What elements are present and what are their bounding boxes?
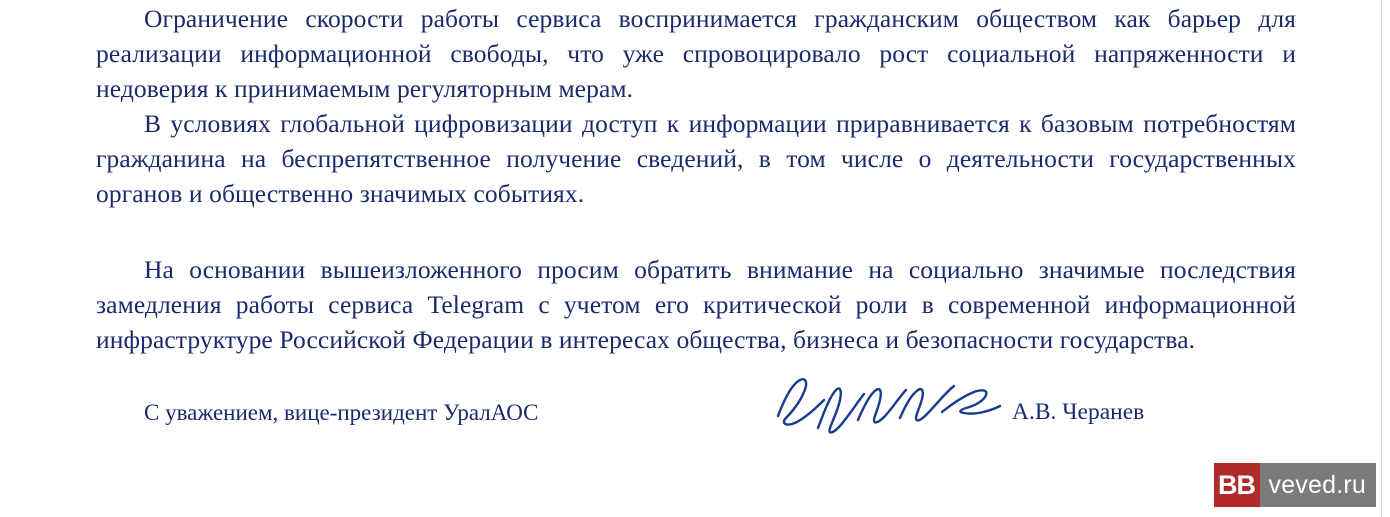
watermark-logo: BB	[1214, 463, 1260, 507]
paragraph-3: На основании вышеизложенного просим обратить внимание на социально значимые последствия замедления работы сервиса Telegram с учетом его критической роли в современной информационной инфраструктуре Российской Федерации в интересах общества, бизнеса и безопасности государства.	[96, 255, 1296, 354]
watermark-site: veved.ru	[1260, 463, 1377, 507]
handwritten-signature-icon	[770, 370, 1020, 440]
watermark	[1214, 463, 1377, 507]
document-body	[96, 0, 1296, 357]
signature-closing: С уважением, вице-президент УралАОС	[144, 400, 539, 425]
paragraph-2: В условиях глобальной цифровизации доступ к информации приравнивается к базовым потребностям гражданина на беспрепятственное получение сведений, в том числе о деятельности государственных органов и общественно значимых событиях.	[96, 109, 1296, 208]
signer-name: А.В. Черанев	[1012, 399, 1145, 425]
page-edge	[1381, 0, 1390, 517]
signature-block	[0, 388, 1390, 448]
paragraph-1: Ограничение скорости работы сервиса воспринимается гражданским обществом как барьер для реализации информационной свободы, что уже спровоцировало рост социальной напряженности и недоверия к принимаемым регуляторным мерам.	[96, 4, 1296, 103]
